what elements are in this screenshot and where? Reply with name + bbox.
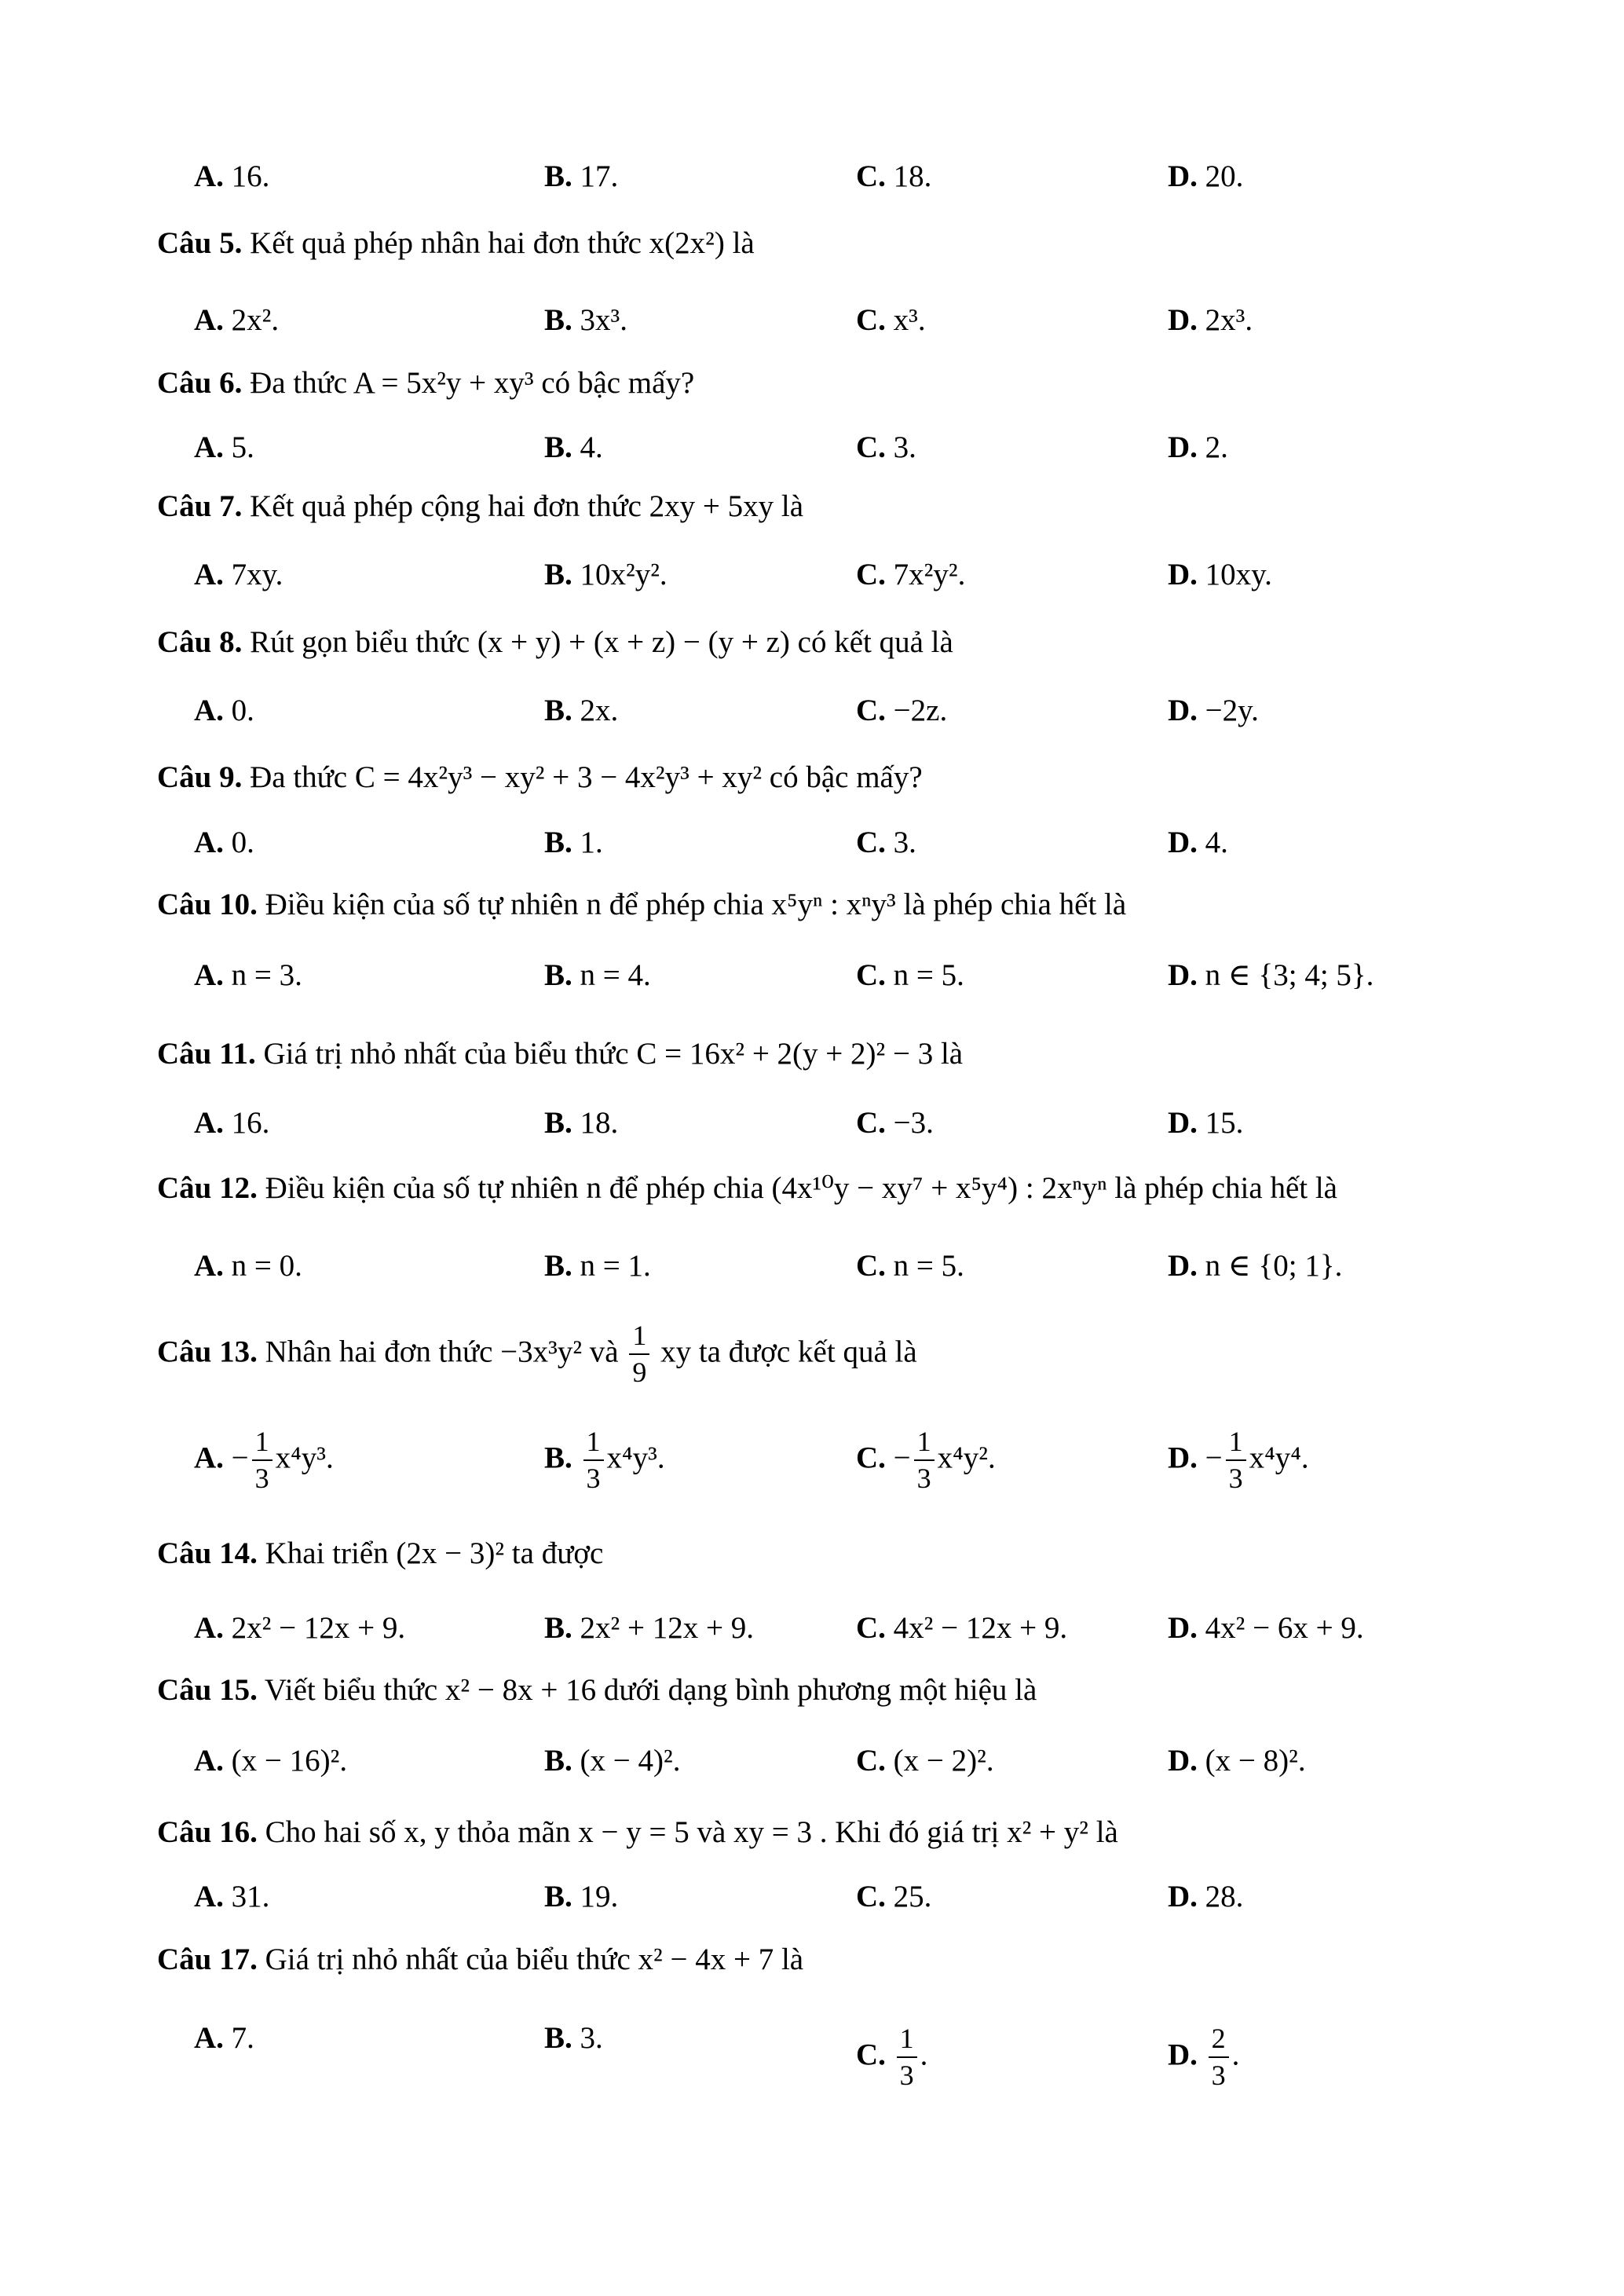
option-b: B. 2x² + 12x + 9. — [544, 1611, 754, 1645]
option-d: D. 28. — [1168, 1880, 1244, 1913]
option-c: C. −2z. — [856, 694, 948, 727]
question-15: Câu 15. Viết biểu thức x² − 8x + 16 dưới dạng bình phương một hiệu là — [157, 1673, 1037, 1707]
option-b: B. 18. — [544, 1106, 619, 1140]
option-b: B. 17. — [544, 159, 619, 193]
option-c: C. n = 5. — [856, 958, 964, 992]
option-b: B. n = 4. — [544, 958, 651, 992]
option-b: B. 3. — [544, 2021, 603, 2055]
question-7: Câu 7. Kết quả phép cộng hai đơn thức 2xy + 5xy là — [157, 489, 804, 523]
option-d: D. 2. — [1168, 430, 1228, 464]
option-c: C. 3. — [856, 430, 916, 464]
option-b: B. 19. — [544, 1880, 619, 1913]
question-12: Câu 12. Điều kiện của số tự nhiên n để phép chia (4x¹⁰y − xy⁷ + x⁵y⁴) : 2xⁿyⁿ là phép chia hết là — [157, 1171, 1337, 1205]
option-d: D. 4x² − 6x + 9. — [1168, 1611, 1364, 1645]
question-8: Câu 8. Rút gọn biểu thức (x + y) + (x + z) − (y + z) có kết quả là — [157, 625, 953, 659]
option-a: A. 16. — [194, 1106, 270, 1140]
option-a: A. (x − 16)². — [194, 1744, 348, 1778]
option-a: A. n = 3. — [194, 958, 302, 992]
option-d: D. $\frac{2}{3}$ . — [1168, 2023, 1240, 2092]
question-13: Câu 13. Nhân hai đơn thức −3x³y² và $\frac{1}{9}$ xy ta được kết quả là — [157, 1320, 917, 1389]
option-c: C. − $\frac{1}{3}$ x⁴y². — [856, 1426, 996, 1495]
question-14: Câu 14. Khai triển (2x − 3)² ta được — [157, 1536, 604, 1570]
option-c: C. x³. — [856, 303, 926, 337]
fraction: $\frac{1}{3}$ — [914, 1426, 935, 1496]
fraction: $\frac{1}{9}$ — [629, 1320, 649, 1390]
option-d: D. n ∈ {3; 4; 5}. — [1168, 958, 1374, 992]
option-d: D. n ∈ {0; 1}. — [1168, 1249, 1343, 1283]
option-a: A. 31. — [194, 1880, 270, 1913]
option-d: D. 10xy. — [1168, 558, 1272, 591]
option-b: B. 2x. — [544, 694, 619, 727]
question-11: Câu 11. Giá trị nhỏ nhất của biểu thức C = 16x² + 2(y + 2)² − 3 là — [157, 1037, 964, 1071]
option-c: C. 18. — [856, 159, 932, 193]
fraction: $\frac{2}{3}$ — [1209, 2023, 1229, 2093]
option-c: C. 7x²y². — [856, 558, 966, 591]
option-b: B. 10x²y². — [544, 558, 668, 591]
option-a: A. 2x² − 12x + 9. — [194, 1611, 406, 1645]
option-b: B. 4. — [544, 430, 603, 464]
option-a: A. 0. — [194, 826, 254, 859]
option-a: A. 16. — [194, 159, 270, 193]
option-a: A. n = 0. — [194, 1249, 302, 1283]
option-d: D. −2y. — [1168, 694, 1259, 727]
option-b: B. n = 1. — [544, 1249, 651, 1283]
option-a: A. − $\frac{1}{3}$ x⁴y³. — [194, 1426, 334, 1495]
question-9: Câu 9. Đa thức C = 4x²y³ − xy² + 3 − 4x²y³ + xy² có bậc mấy? — [157, 760, 923, 794]
question-17: Câu 17. Giá trị nhỏ nhất của biểu thức x² − 4x + 7 là — [157, 1943, 804, 1976]
option-b: B. 1. — [544, 826, 603, 859]
option-d: D. 15. — [1168, 1106, 1244, 1140]
option-d: D. 20. — [1168, 159, 1244, 193]
option-a: A. 5. — [194, 430, 254, 464]
option-c: C. 4x² − 12x + 9. — [856, 1611, 1068, 1645]
question-5: Câu 5. Kết quả phép nhân hai đơn thức x(2x²) là — [157, 226, 755, 260]
option-c: C. −3. — [856, 1106, 934, 1140]
fraction: $\frac{1}{3}$ — [583, 1426, 604, 1496]
question-6: Câu 6. Đa thức A = 5x²y + xy³ có bậc mấy? — [157, 366, 695, 400]
option-c: C. (x − 2)². — [856, 1744, 994, 1778]
option-d: D. − $\frac{1}{3}$ x⁴y⁴. — [1168, 1426, 1309, 1495]
fraction: $\frac{1}{3}$ — [1226, 1426, 1246, 1496]
option-d: D. 2x³. — [1168, 303, 1253, 337]
option-c: C. n = 5. — [856, 1249, 964, 1283]
option-a: A. 2x². — [194, 303, 280, 337]
option-d: D. (x − 8)². — [1168, 1744, 1306, 1778]
option-a: A. 0. — [194, 694, 254, 727]
option-b: B. 3x³. — [544, 303, 627, 337]
option-b: B. $\frac{1}{3}$ x⁴y³. — [544, 1426, 665, 1495]
option-d: D. 4. — [1168, 826, 1228, 859]
question-10: Câu 10. Điều kiện của số tự nhiên n để phép chia x⁵yⁿ : xⁿy³ là phép chia hết là — [157, 888, 1127, 921]
option-b: B. (x − 4)². — [544, 1744, 681, 1778]
option-c: C. 25. — [856, 1880, 932, 1913]
fraction: $\frac{1}{3}$ — [252, 1426, 272, 1496]
option-c: C. $\frac{1}{3}$ . — [856, 2023, 928, 2092]
option-a: A. 7xy. — [194, 558, 283, 591]
question-16: Câu 16. Cho hai số x, y thỏa mãn x − y = 5 và xy = 3 . Khi đó giá trị x² + y² là — [157, 1815, 1118, 1849]
option-a: A. 7. — [194, 2021, 254, 2055]
option-c: C. 3. — [856, 826, 916, 859]
fraction: $\frac{1}{3}$ — [897, 2023, 917, 2093]
